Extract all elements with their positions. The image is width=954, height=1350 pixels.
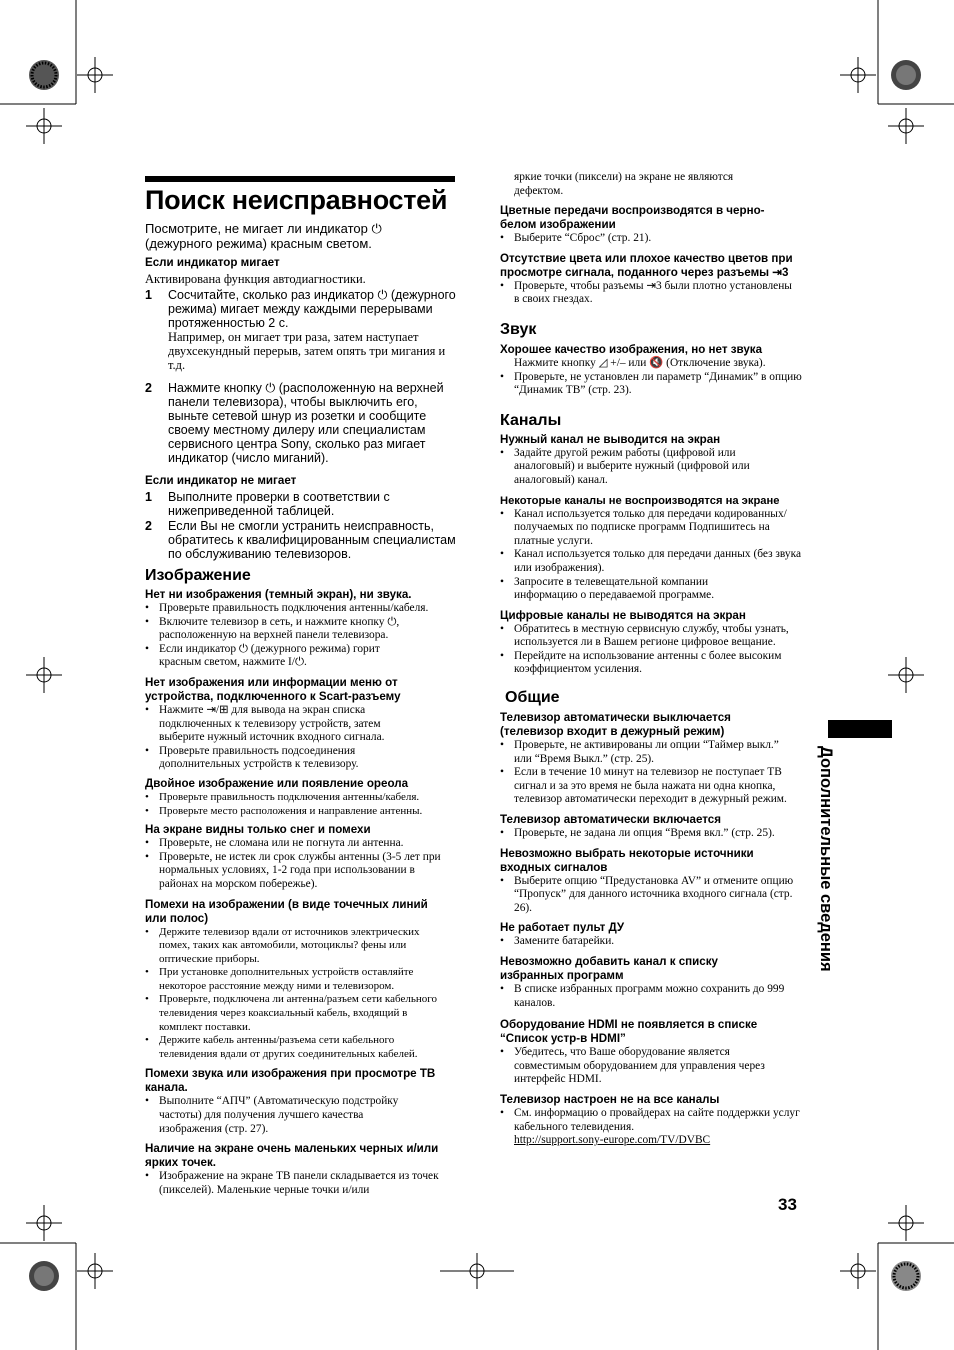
issue-title: На экране видны только снег и помехи	[145, 823, 371, 837]
answer-item	[500, 1107, 814, 1148]
step-number: 2	[145, 381, 152, 395]
step-text: Сосчитайте, сколько раз индикатор ⏻ (дежурного режима) мигает между каждыми перерывами протяженностью 2 с.	[168, 288, 456, 330]
issue-title: Телевизор автоматически выключается (телевизор входит в дежурный режим)	[500, 711, 731, 739]
general-heading: Общие	[505, 689, 560, 707]
issue-title: Хорошее качество изображения, но нет звука	[500, 342, 763, 356]
answer-text: См. информацию о провайдерах на сайте поддержки услуг кабельного телевидения.	[514, 1106, 800, 1133]
issue-answers	[500, 508, 812, 603]
support-link[interactable]: http://support.sony-europe.com/TV/DVBC	[514, 1134, 711, 1147]
answer-item: • Проверьте, не активированы ли опции “Таймер выкл.” или “Время Выкл.” (стр. 25).	[500, 739, 794, 766]
step-text: Нажмите кнопку ⏻ (расположенную на верхней панели телевизора), чтобы выключить его, выньте сетевой шнур из розетки и сообщите своему местному дилеру или специалистам сервисного центра Sony, сколько раз мигает индикатор (число миганий).	[168, 381, 444, 465]
step-extra: Например, он мигает три раза, затем наступает двухсекундный перерыв, затем опять три мигания и т.д.	[168, 330, 446, 372]
issue-title: Помехи на изображении (в виде точечных линий или полос)	[145, 897, 428, 925]
issue-title: Телевизор автоматически включается	[500, 813, 722, 827]
answer-item: • Выполните “АПЧ” (Автоматическую подстройку частоты) для получения лучшего качества изображения (стр. 27).	[145, 1095, 429, 1136]
answer-item: • Держите кабель антенны/разъема сети кабельного телевидения вдали от других соединительных кабелей.	[145, 1034, 450, 1061]
noblink-steps	[145, 490, 457, 561]
issue-title: Двойное изображение или появление ореола	[145, 776, 409, 790]
title-bar	[145, 176, 455, 182]
answer-item: • Держите телевизор вдали от источников электрических помех, таких как автомобили, мотоциклы? фены или оптические приборы.	[145, 926, 450, 967]
issue-answers	[500, 739, 812, 807]
answer-item: • Проверьте, чтобы разъемы ⇥3 были плотно установлены в своих гнездах.	[500, 280, 794, 307]
answer-item: • Выберите опцию “Предустановка AV” и отмените опцию “Пропуск” для данного источника входного сигнала (стр. 26).	[500, 875, 812, 916]
answer-item: • Изображение на экране ТВ панели складывается из точек (пикселей). Маленькие черные точки и/или	[145, 1170, 450, 1197]
answer-item: • В списке избранных программ можно сохранить до 999 каналов.	[500, 983, 812, 1010]
left-column	[145, 256, 457, 1197]
answer-item: • Замените батарейки.	[500, 935, 812, 949]
issue-title: Цветные передачи воспроизводятся в черно-белом изображении	[500, 204, 765, 232]
issue-title: Оборудование HDMI не появляется в списке “Список устр-в HDMI”	[500, 1018, 758, 1046]
issue-answers	[500, 827, 812, 841]
answer-item: • Включите телевизор в сеть, и нажмите кнопку ⏻, расположенную на верхней панели телевизора.	[145, 616, 439, 643]
issue-title: Цифровые каналы не выводятся на экран	[500, 608, 746, 622]
issue-answers	[145, 1170, 450, 1197]
answer-item: • Проверьте, не сломана или не погнута ли антенна.	[145, 837, 450, 851]
noblink-heading: Если индикатор не мигает	[145, 474, 297, 487]
answer-item: • Проверьте правильность подключения антенны/кабеля.	[145, 791, 450, 805]
answer-item: • Проверьте правильность подсоединения дополнительных устройств к телевизору.	[145, 745, 419, 772]
picture-issues	[145, 588, 450, 1197]
answer-item: • Если в течение 10 минут на телевизор не поступает ТВ сигнал и за это время не была нажата ни одна кнопка, телевизор автоматически переходит в дежурный режим.	[500, 766, 812, 807]
picture-heading: Изображение	[145, 567, 251, 584]
step-text: Если Вы не смогли устранить неисправность, обратитесь к квалифицированным специалистам по обслуживанию телевизоров.	[168, 519, 456, 561]
issue-title: Нет ни изображения (темный экран), ни звука.	[145, 588, 412, 601]
issue-title: Помехи звука или изображения при просмотре ТВ канала.	[145, 1067, 436, 1095]
answer-item: • Канал используется только для передачи данных (без звука или изображения).	[500, 548, 812, 575]
step-item	[145, 288, 458, 372]
issue-title: Наличие на экране очень маленьких черных и/или ярких точек.	[145, 1142, 439, 1170]
issue-answers	[500, 1046, 812, 1087]
answer-item: • При установке дополнительных устройств оставляйте некоторое расстояние между ними и телевизором.	[145, 966, 450, 993]
step-text: Выполните проверки в соответствии с нижеприведенной таблицей.	[168, 490, 390, 518]
issue-answers	[500, 371, 812, 398]
issue-answers	[145, 704, 450, 772]
answer-item: • Проверьте, не задана ли опция “Время вкл.” (стр. 25).	[500, 827, 812, 841]
issue-answers	[145, 837, 450, 891]
step-number: 1	[145, 288, 152, 302]
page-title: Поиск неисправностей	[145, 185, 448, 215]
answer-item: • Выберите “Сброс” (стр. 21).	[500, 232, 812, 246]
issue-title: Нужный канал не выводится на экран	[500, 432, 721, 446]
issue-answers	[145, 791, 450, 818]
issue-answers	[500, 935, 812, 949]
blink-steps	[145, 288, 457, 465]
issue-answers	[145, 926, 450, 1062]
issue-title: Отсутствие цвета или плохое качество цветов при просмотре сигнала, поданного через разъемы ⇥3	[500, 251, 793, 279]
issue-answers	[500, 623, 812, 677]
answer-item: • Проверьте правильность подключения антенны/кабеля.	[145, 602, 429, 616]
continuation-text: яркие точки (пиксели) на экране не являются дефектом.	[514, 171, 734, 197]
issue-title: Телевизор настроен не на все каналы	[500, 1092, 720, 1106]
issue-answers	[500, 280, 812, 307]
step-item	[145, 381, 458, 465]
issue-title: Некоторые каналы не воспроизводятся на экране	[500, 494, 780, 507]
step-number: 1	[145, 490, 152, 504]
answer-item: • Обратитесь в местную сервисную службу, чтобы узнать, используется ли в Вашем регионе цифровое вещание.	[500, 623, 814, 650]
answer-item: • Нажмите ⇥/⊞ для вывода на экран списка подключенных к телевизору устройств, затем выберите нужный источник входного сигнала.	[145, 704, 419, 745]
answer-item: • Убедитесь, что Ваше оборудование является совместимым оборудованием для управления через интерфейс HDMI.	[500, 1046, 794, 1087]
issue-title: Невозможно выбрать некоторые источники входных сигналов	[500, 846, 754, 874]
issue-answers	[500, 232, 812, 246]
answer-item: • Задайте другой режим работы (цифровой или аналоговый) и выберите нужный (цифровой или аналоговый) канал.	[500, 447, 794, 488]
sound-heading: Звук	[500, 320, 537, 338]
step-item	[145, 490, 458, 518]
section-tab-marker	[828, 720, 892, 738]
answer-item: • Проверьте место расположения и направление антенны.	[145, 805, 450, 819]
answer-item: • Проверьте, не установлен ли параметр “Динамик” в опцию “Динамик ТВ” (стр. 23).	[500, 371, 812, 398]
answer-item: • Проверьте, подключена ли антенна/разъем сети кабельного телевидения через коаксиальный кабель, входящий в комплект поставки.	[145, 993, 450, 1034]
intro-text: Посмотрите, не мигает ли индикатор ⏻ (дежурного режима) красным светом.	[145, 221, 382, 251]
right-column	[500, 171, 812, 1148]
answer-item: • Проверьте, не истек ли срок службы антенны (3-5 лет при нормальных условиях, 1-2 года при использовании в районах на морском побережье).	[145, 851, 450, 892]
side-section-label: Дополнительные сведения	[817, 746, 835, 972]
issue-title: Нет изображения или информации меню от устройства, подключенного к Scart-разъему	[145, 675, 401, 703]
channels-heading: Каналы	[500, 411, 562, 429]
issue-answers	[500, 875, 812, 916]
blink-heading: Если индикатор мигает	[145, 256, 280, 269]
answer-item: • Если индикатор ⏻ (дежурного режима) горит красным светом, нажмите I/⏻.	[145, 643, 419, 670]
issue-answers	[145, 1095, 450, 1136]
side-section-title	[819, 746, 851, 1006]
issue-answers	[500, 1107, 812, 1148]
issue-answers	[500, 447, 812, 488]
page-number: 33	[778, 1195, 797, 1214]
step-item	[145, 519, 468, 561]
step-number: 2	[145, 519, 152, 533]
issue-title: Не работает пульт ДУ	[500, 921, 625, 935]
issue-title: Невозможно добавить канал к списку избранных программ	[500, 955, 718, 982]
issue-lead: Нажмите кнопку ◿ +/– или 🔇 (Отключение звука).	[514, 356, 766, 369]
blink-text: Активирована функция автодиагностики.	[145, 272, 366, 286]
answer-item: • Перейдите на использование антенны с более высоким коэффициентом усиления.	[500, 650, 794, 677]
answer-item: • Запросите в телевещательной компании информацию о передаваемой программе.	[500, 576, 774, 603]
issue-answers	[145, 602, 450, 670]
issue-answers	[500, 983, 812, 1010]
answer-item: • Канал используется только для передачи кодированных/получаемых по подписке программ Подпишитесь на платные услуги.	[500, 508, 812, 549]
